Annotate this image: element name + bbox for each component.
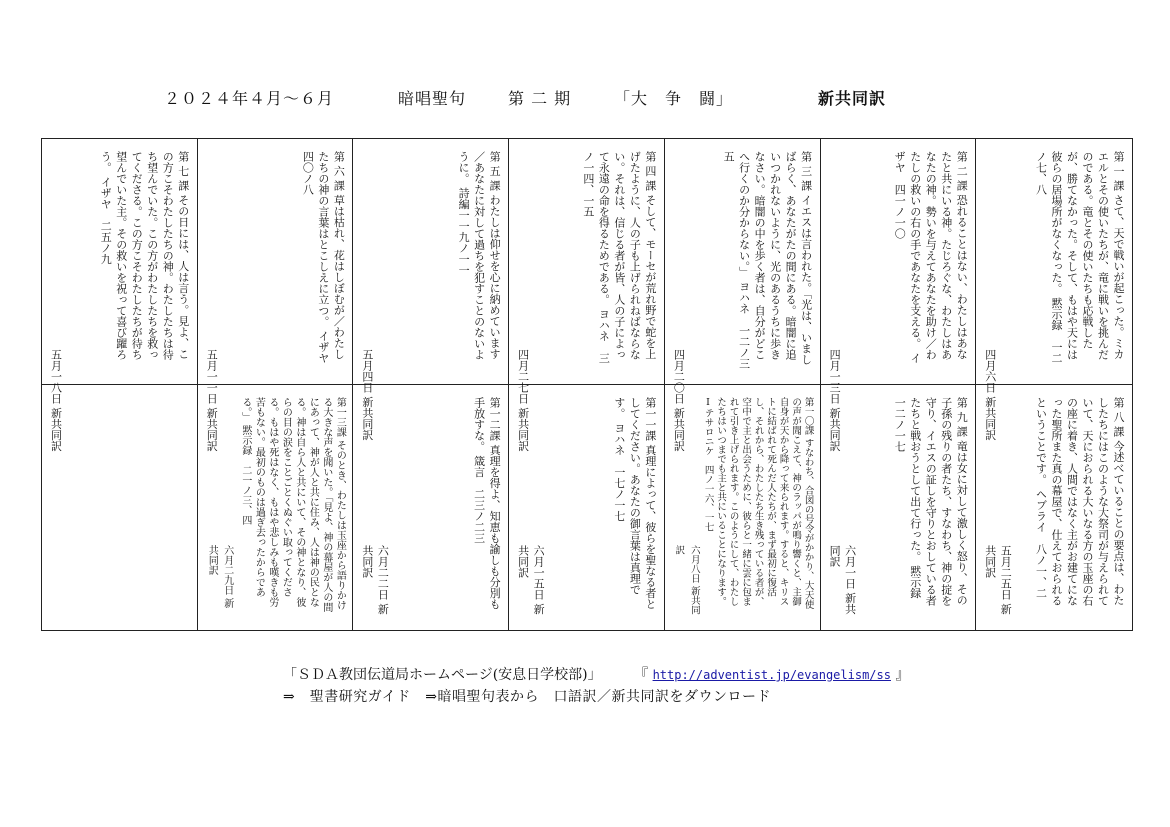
lesson-13 — [238, 397, 346, 615]
lesson-number: 第 九 課 — [955, 396, 969, 437]
lesson-version: 新共同訳 — [673, 544, 700, 615]
footer-site-line — [283, 664, 909, 684]
verse-reference: 箴言 二三ノ二三 — [472, 455, 486, 543]
lesson-number: 第一〇課 — [802, 396, 814, 435]
lesson-number: 第 五 課 — [488, 151, 502, 191]
lesson-date: 五月一一日 — [205, 349, 219, 404]
lesson-date: 五月一八日 — [49, 349, 63, 404]
lesson-cell-12 — [353, 385, 509, 631]
homepage-link[interactable]: http://adventist.jp/evangelism/ss — [652, 668, 891, 682]
lesson-11 — [611, 397, 658, 615]
verse-text: 真理によって、彼らを聖なる者としてください。あなたの御言葉は真理です。 — [612, 396, 657, 609]
verse-reference: ヨハネ 三ノ一四、一五 — [581, 151, 611, 364]
lesson-version: 新共同訳 — [360, 544, 390, 614]
verse-text: わたしは仰せを心に納めています／あなたに対して過ちを犯すことのないように。 — [457, 151, 502, 360]
verse-reference: ヘブライ 八ノ一、二 — [1034, 488, 1048, 598]
lesson-4 — [580, 151, 658, 369]
lesson-number: 第 三 課 — [799, 151, 813, 191]
lesson-10 — [701, 397, 814, 615]
lesson-12 — [471, 397, 502, 615]
site-name: 「ＳＤＡ教団伝道局ホームページ(安息日学校部)」 — [283, 667, 602, 683]
lesson-version: 新共同訳 — [983, 396, 997, 441]
lesson-version: 新共同訳 — [49, 407, 63, 452]
lesson-date: 六月一日 — [843, 544, 857, 589]
lesson-version: 新共同訳 — [516, 407, 530, 452]
lesson-number: 第 四 課 — [643, 151, 657, 191]
lesson-number: 第 八 課 — [1111, 396, 1125, 437]
lesson-date: 五月四日 — [360, 349, 374, 393]
lesson-number: 第 二 課 — [955, 151, 969, 191]
lesson-date: 六月一五日 — [532, 544, 546, 600]
lesson-number: 第一三課 — [334, 396, 346, 437]
lesson-version: 新共同訳 — [206, 544, 233, 608]
lesson-cell-11 — [509, 385, 665, 631]
lesson-number: 第 七 課 — [176, 151, 190, 191]
lesson-date: 四月六日 — [983, 349, 997, 393]
verse-reference: イザヤ 四〇ノ八 — [301, 151, 330, 375]
lesson-13-meta — [204, 545, 235, 615]
verse-text: すなわち、合図の号令がかかり、大天使の声が聞こえて、神のラッパが鳴り響くと、主御自身が天から降って来られます。すると、キリストに結ばれて死んだ人たちが、まず最初に復活し、それから、わたしたち生き残っている者が、空中で主と出会うために、彼らと一緒に雲に包まれて引き上げられます。このようにして、わたしたちはいつまでも主と共にいることになります。 — [715, 396, 814, 609]
verse-reference: 黙示録 一二ノ一七 — [893, 396, 922, 609]
lesson-date: 五月二五日 — [999, 544, 1013, 600]
lesson-version: 新共同訳 — [983, 544, 1013, 614]
verse-reference: ヨハネ 一二ノ三五 — [722, 151, 751, 369]
memory-verse-label: 暗唱聖句 — [398, 89, 467, 108]
verse-text: 草は枯れ、花はしぼむが／わたしたちの神の言葉はとこしえに立つ。 — [316, 151, 346, 360]
lesson-number: 第一二課 — [488, 396, 502, 441]
verse-text: その日には、人は言う。見よ、この方こそわたしたちの神。わたしたちは待ち望んでいた。この方がわたしたちを救ってくださる。この方こそわたしたちが待ち望んでいた主。その救いを祝って喜び躍ろう。 — [99, 151, 190, 360]
lesson-5 — [456, 151, 503, 369]
lesson-8-meta — [982, 545, 1013, 615]
verse-reference: Ⅰテサロニケ 四ノ一六、一七 — [702, 396, 714, 531]
verse-reference: イザヤ 二五ノ九 — [99, 176, 113, 265]
lesson-date: 四月二七日 — [516, 349, 530, 404]
lesson-11-meta — [515, 545, 546, 615]
lesson-8 — [1033, 397, 1126, 615]
lesson-cell-10 — [665, 385, 821, 631]
verse-text: さて、天で戦いが起こった。ミカエルとその使いたちが、竜に戦いを挑んだのである。竜とその使いたちも応戦したが、勝てなかった。そして、もはや天には彼らの居場所がなくなった。 — [1049, 151, 1125, 360]
lesson-9 — [892, 397, 970, 615]
lesson-date: 六月二二日 — [376, 544, 390, 600]
lesson-version: 新共同訳 — [828, 544, 857, 614]
verse-text: 今述べていることの要点は、わたしたちにはこのような大祭司が与えられていて、天におられる大いなる方の玉座の右の座に着き、人間ではなく主がお建てになった聖所また真の幕屋で、仕えておられるということです。 — [1034, 396, 1125, 606]
lesson-1 — [1033, 151, 1126, 369]
lesson-10-meta — [671, 545, 702, 615]
verse-text: そのとき、わたしは玉座から語りかける大きな声を聞いた。「見よ、神の幕屋が人の間にあって、神が人と共に住み、人は神の民となる。神は自ら人と共にいて、その神となり、彼らの目の涙をことごとくぬぐい取ってくださる。もはや死はなく、もはや悲しみも嘆きも労苦もない。最初のものは過ぎ去ったからである。」 — [239, 396, 346, 612]
term-label: 第 二 期 — [508, 89, 572, 108]
lesson-version: 新共同訳 — [516, 544, 546, 614]
period-label: ２０２４年４月～６月 — [164, 89, 335, 108]
empty-cell — [42, 385, 198, 631]
lesson-12-meta — [359, 545, 390, 615]
bracket-open: 『 — [634, 667, 649, 683]
lesson-cell-13 — [198, 385, 354, 631]
verse-reference: イザヤ 四一ノ一〇 — [893, 151, 922, 364]
lesson-7 — [98, 151, 191, 369]
lesson-3 — [721, 151, 814, 369]
lesson-number: 第一一課 — [643, 396, 657, 441]
lesson-number: 第 六 課 — [332, 151, 346, 191]
version-label: 新共同訳 — [818, 89, 887, 108]
lesson-version: 新共同訳 — [672, 407, 686, 452]
verse-reference: ヨハネ 一七ノ一七 — [612, 422, 626, 521]
lesson-cell-8 — [976, 385, 1132, 631]
lesson-cell-9 — [821, 385, 977, 631]
lesson-number: 第 一 課 — [1111, 151, 1125, 191]
verse-text: イエスは言われた。「光は、いましばらく、あなたがたの間にある。暗闇に追いつかれないように、光のあるうちに歩きなさい。暗闇の中を歩く者は、自分がどこへ行くのか分からない。」 — [737, 151, 813, 365]
verse-reference: 黙示録 二一ノ三、四 — [239, 424, 251, 525]
verse-reference: 詩編一一九ノ一一 — [457, 187, 471, 276]
lesson-version: 新共同訳 — [828, 407, 842, 452]
lesson-date: 四月一三日 — [828, 349, 842, 404]
page-header — [0, 86, 1170, 112]
lesson-6 — [300, 151, 347, 375]
theme-label: 「大 争 闘」 — [614, 89, 734, 108]
verse-text: 恐れることはない、わたしはあなたと共にいる神。たじろぐな、わたしはあなたの神。勢いを与えてあなたを助け／わたしの救いの右の手であなたを支える。 — [908, 151, 969, 360]
lesson-date: 四月二〇日 — [672, 349, 686, 404]
lesson-date: 六月二九日 — [221, 544, 233, 595]
verse-text: 真理を得よ、知恵も諭しも分別も手放すな。 — [472, 396, 502, 609]
lesson-9-meta — [827, 545, 858, 615]
verse-reference: 黙示録 一二ノ七、八 — [1034, 151, 1063, 364]
lesson-version: 新共同訳 — [205, 407, 219, 452]
verse-grid — [41, 138, 1133, 631]
verse-text: そして、モーセが荒れ野で蛇を上げたように、人の子も上げられねばならない。それは、信じる者が皆、人の子によって永遠の命を得るためである。 — [597, 151, 657, 360]
verse-text: 竜は女に対して激しく怒り、その子孫の残りの者たち、すなわち、神の掟を守り、イエスの証しを守りとおしている者たちと戦おうとして出て行った。 — [908, 396, 969, 606]
lesson-version: 新共同訳 — [360, 396, 374, 441]
bracket-close: 』 — [895, 667, 910, 683]
lesson-date: 六月八日 — [688, 544, 700, 583]
lesson-2 — [892, 151, 970, 369]
footer-nav-line: ⇒ 聖書研究ガイド ⇒暗唱聖句表から 口語訳／新共同訳をダウンロード — [283, 689, 772, 705]
lesson-cell-7 — [42, 139, 198, 452]
